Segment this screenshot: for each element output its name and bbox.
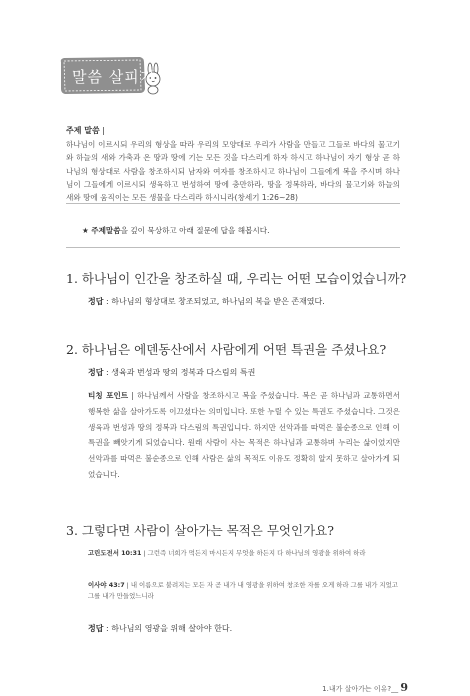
scripture-ref-2: [88, 580, 400, 602]
teaching-point: [88, 388, 400, 483]
instruction: [82, 225, 270, 236]
page-footer: [322, 681, 408, 694]
answer-label: 정답: [88, 368, 104, 377]
scripture-ref-1: [88, 548, 400, 559]
answer-text: : 하나님의 형상대로 창조되었고, 하나님의 복을 받은 존재였다.: [103, 297, 325, 306]
topic-section: [66, 118, 400, 204]
topic-text: 하나님이 이르시되 우리의 형상을 따라 우리의 모양대로 우리가 사람을 만들고 그들로 바다의 물고기와 하늘의 새와 가축과 온 땅과 땅에 기는 모든 것을 다스리게 하자 하시고 하나님이 자기 형상 곧 하나님의 형상대로 사람을 창조하시되 남자와 여자를 창조하시고 하나님이 그들에게 복을 주시며 하나님이 그들에게 이르시되 생육하고 번성하여 땅에 충만하라, 땅을 정복하라, 바다의 물고기와 하늘의 새와 땅에 움직이는 모든 생물을 다스리라 하시니라(창세기 1:26~28): [66, 140, 400, 203]
section-badge: [58, 56, 166, 96]
ref-text: | 내 이름으로 불려지는 모든 자 곧 내가 내 영광을 위하여 창조한 자를 오게 하라 그를 내가 지었고 그를 내가 만들었느니라: [88, 581, 398, 600]
teaching-point-label: 티칭 포인트: [88, 391, 129, 400]
question-2-title: 2. 하나님은 에덴동산에서 사람에게 어떤 특권을 주셨나요?: [66, 342, 387, 357]
ref-label: 고린도전서 10:31: [88, 549, 142, 557]
teaching-point-text: | 하나님께서 사람을 창조하시고 복을 주셨습니다. 복은 곧 하나님과 교통하면서 행복한 삶을 살아가도록 이끄셨다는 의미입니다. 또한 누릴 수 있는 특권도 주셨습니다. 그것은 생육과 번성과 땅의 정복과 다스림의 특권입니다. 하지만 선악과를 따먹은 불순종으로 인해 이 특권을 빼앗기게 되었습니다. 원래 사람이 사는 목적은 하나님과 교통하며 누리는 삶이었지만 선악과를 따먹은 불순종으로 인해 사람은 삶의 목적도 이유도 정확히 알지 못하고 살아가게 되었습니다.: [88, 391, 400, 479]
page-number: 9: [400, 681, 408, 694]
question-1-answer: [88, 296, 325, 307]
topic-label-divider: |: [99, 126, 105, 135]
badge-title: 말씀 살피기: [72, 68, 156, 86]
question-1-title: 1. 하나님이 인간을 창조하실 때, 우리는 어떤 모습이었습니까?: [66, 271, 407, 286]
question-3-answer: [88, 623, 232, 634]
divider-bottom: [66, 247, 400, 248]
divider-top: [66, 203, 400, 204]
star-icon: ★: [82, 226, 89, 235]
answer-label: 정답: [88, 297, 104, 306]
answer-text: : 하나님의 영광을 위해 살아야 한다.: [103, 624, 233, 633]
question-2-answer: [88, 367, 255, 378]
question-3-title: 3. 그렇다면 사람이 살아가는 목적은 무엇인가요?: [66, 523, 334, 538]
ref-label: 이사야 43:7: [88, 581, 125, 589]
topic-label: 주제 말씀: [66, 126, 100, 135]
ref-text: | 그런즉 너희가 먹든지 마시든지 무엇을 하든지 다 하나님의 영광을 위하여 하라: [141, 549, 366, 557]
instruction-text: 을 깊이 묵상하고 아래 질문에 답을 해봅시다.: [120, 226, 270, 235]
answer-label: 정답: [88, 624, 104, 633]
footer-chapter: 1.내가 살아가는 이유?__: [322, 685, 399, 693]
answer-text: : 생육과 번성과 땅의 정복과 다스림의 특권: [103, 368, 256, 377]
instruction-bold: 주제말씀: [91, 226, 121, 235]
